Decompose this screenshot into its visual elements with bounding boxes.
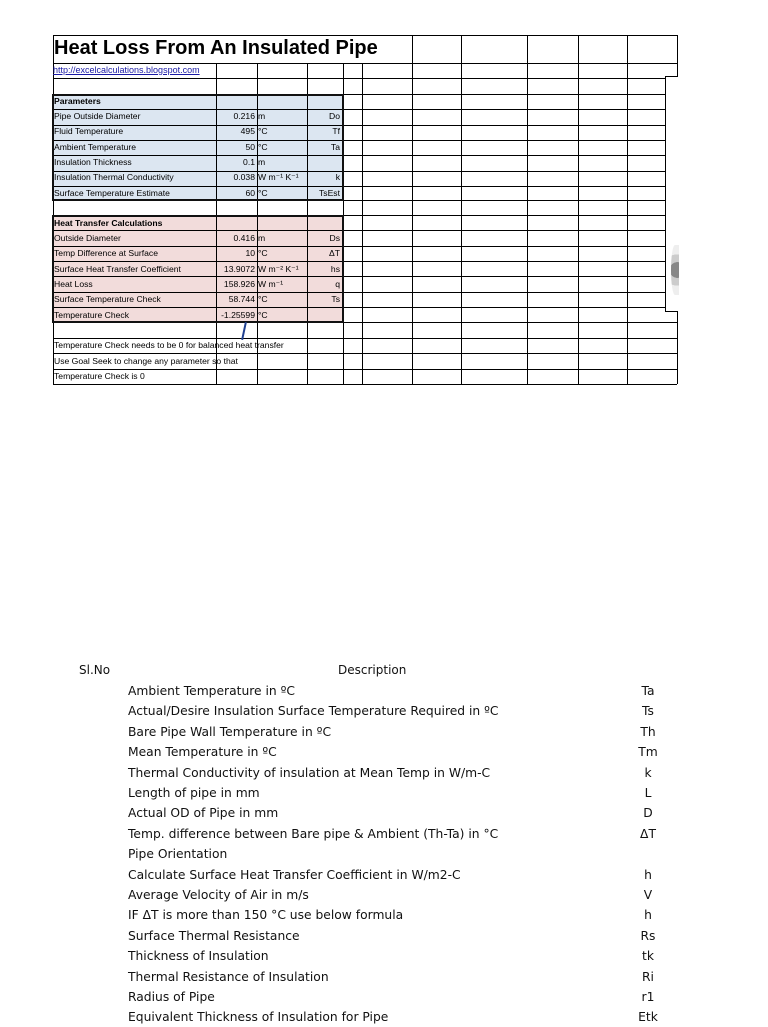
list-item: [0, 681, 768, 701]
description-symbol: Tm: [638, 745, 658, 760]
list-item: [0, 844, 768, 864]
description-text: Pipe Orientation: [128, 847, 228, 862]
pipe-diagram-image: [665, 76, 678, 312]
description-text: Actual/Desire Insulation Surface Temperature Required in ºC: [128, 704, 499, 719]
calculation-unit: °C: [258, 294, 268, 305]
list-item: [0, 824, 768, 844]
parameter-unit: W m⁻¹ K⁻¹: [258, 172, 299, 183]
calculation-label: Surface Temperature Check: [54, 294, 161, 305]
blog-link[interactable]: http://excelcalculations.blogspot.com: [53, 65, 200, 75]
description-symbol: h: [644, 908, 652, 923]
list-item: [0, 905, 768, 925]
description-symbol: tk: [642, 949, 654, 964]
calculation-label: Heat Loss: [54, 278, 93, 289]
calculation-unit: W m⁻² K⁻¹: [258, 263, 299, 274]
list-item: [0, 865, 768, 885]
instruction-note: Temperature Check needs to be 0 for balanced heat transfer: [54, 340, 284, 350]
grid-column-line: [412, 35, 413, 384]
parameter-unit: °C: [258, 126, 268, 137]
list-item: [0, 722, 768, 742]
calculation-symbol: [307, 308, 342, 323]
description-text: Calculate Surface Heat Transfer Coefficient in W/m2-C: [128, 867, 461, 882]
calculation-unit: m: [258, 233, 266, 243]
description-text: IF ΔT is more than 150 °C use below formula: [128, 908, 404, 923]
calculation-value: 13.9072: [223, 263, 255, 274]
list-item: [0, 803, 768, 823]
parameter-symbol: Do: [329, 111, 340, 121]
parameter-label: Insulation Thickness: [54, 156, 132, 167]
description-symbol: k: [644, 765, 652, 780]
parameter-symbol: Ta: [330, 141, 340, 152]
grid-column-line: [578, 35, 579, 384]
calculation-label: Temperature Check: [54, 309, 129, 320]
description-text: Thickness of Insulation: [128, 949, 269, 964]
parameter-value: 0.216: [233, 111, 255, 121]
description-text: Thermal Conductivity of insulation at Mean Temp in W/m-C: [128, 765, 491, 780]
calculation-symbol: Ts: [331, 294, 340, 305]
grid-column-line: [627, 35, 628, 384]
description-header: Description: [338, 663, 407, 677]
description-symbol: Ri: [642, 969, 654, 984]
parameter-symbol: TsEst: [318, 187, 340, 198]
calculation-value: 0.416: [233, 233, 255, 243]
parameter-symbol: [307, 155, 342, 170]
description-text: Radius of Pipe: [128, 990, 215, 1004]
calculation-symbol: Ds: [329, 233, 340, 243]
description-text: Temp. difference between Bare pipe & Ambient (Th-Ta) in °C: [128, 826, 499, 841]
parameter-label: Ambient Temperature: [54, 141, 137, 152]
parameter-value: 495: [240, 126, 255, 137]
description-symbol: Etk: [638, 1010, 658, 1025]
description-symbol: r1: [641, 990, 655, 1004]
description-symbol: ΔT: [640, 826, 656, 841]
list-item: [0, 885, 768, 905]
list-item: [0, 946, 768, 966]
parameter-label: Insulation Thermal Conductivity: [54, 172, 174, 183]
list-item: [0, 987, 768, 1007]
parameter-value: 60: [245, 187, 255, 198]
parameter-value: 0.1: [243, 156, 255, 167]
grid-column-line: [461, 35, 462, 384]
list-item: [0, 1007, 768, 1027]
parameter-label: Fluid Temperature: [54, 126, 124, 137]
description-text: Length of pipe in mm: [128, 786, 260, 800]
description-text: Ambient Temperature in ºC: [128, 684, 296, 698]
parameter-unit: °C: [258, 187, 268, 198]
list-item: [0, 967, 768, 987]
calculation-unit: °C: [258, 309, 268, 320]
description-symbol: Ta: [641, 684, 655, 698]
grid-row-line: [53, 384, 677, 385]
calculation-symbol: ΔT: [329, 248, 340, 259]
calculation-value: -1.25599: [221, 309, 255, 320]
description-text: Thermal Resistance of Insulation: [128, 969, 329, 984]
description-text: Mean Temperature in ºC: [128, 745, 277, 760]
grid-column-line: [527, 35, 528, 384]
description-text: Average Velocity of Air in m/s: [128, 888, 309, 902]
calculation-label: Outside Diameter: [54, 233, 121, 243]
calculation-unit: °C: [258, 248, 268, 259]
calculation-value: 158.926: [223, 278, 255, 289]
calculation-symbol: hs: [330, 263, 340, 274]
list-item: [0, 742, 768, 762]
calculation-unit: W m⁻¹: [258, 278, 284, 289]
calculation-symbol: q: [335, 278, 340, 289]
list-item: [0, 701, 768, 721]
calculation-value: 58.744: [228, 294, 255, 305]
list-item: [0, 783, 768, 803]
parameter-value: 50: [245, 141, 255, 152]
instruction-note: Temperature Check is 0: [54, 371, 145, 381]
description-text: Equivalent Thickness of Insulation for Pipe: [128, 1010, 389, 1025]
grid-row-line: [53, 78, 677, 79]
parameter-label: Surface Temperature Estimate: [54, 187, 170, 198]
list-item: [0, 763, 768, 783]
description-symbol: Th: [640, 724, 656, 739]
parameter-unit: m: [258, 111, 266, 121]
description-text: Bare Pipe Wall Temperature in ºC: [128, 724, 332, 739]
calculations-header: Heat Transfer Calculations: [54, 218, 163, 228]
description-symbol: L: [644, 786, 652, 800]
description-symbol: h: [644, 867, 652, 882]
grid-column-line: [362, 63, 363, 384]
parameter-symbol: Tf: [332, 126, 340, 137]
parameter-label: Pipe Outside Diameter: [54, 111, 141, 121]
parameter-unit: m: [258, 156, 266, 167]
calculation-label: Temp Difference at Surface: [54, 248, 158, 259]
parameter-unit: °C: [258, 141, 268, 152]
grid-column-line: [53, 35, 54, 384]
parameter-value: 0.038: [233, 172, 255, 183]
description-symbol: Ts: [642, 704, 654, 719]
description-text: Actual OD of Pipe in mm: [128, 806, 279, 821]
calculation-value: 10: [245, 248, 255, 259]
calculation-label: Surface Heat Transfer Coefficient: [54, 263, 181, 274]
description-symbol: Rs: [640, 928, 656, 943]
pipe-cross-section-icon: [671, 245, 679, 295]
parameters-header: Parameters: [54, 96, 101, 106]
sheet-title: Heat Loss From An Insulated Pipe: [54, 37, 378, 59]
instruction-note: Use Goal Seek to change any parameter so that: [54, 355, 238, 366]
slno-header: Sl.No: [79, 663, 111, 677]
description-symbol: D: [643, 806, 653, 821]
description-text: Surface Thermal Resistance: [128, 928, 300, 943]
parameter-symbol: k: [335, 172, 340, 183]
description-symbol: V: [643, 888, 653, 902]
list-item: [0, 926, 768, 946]
